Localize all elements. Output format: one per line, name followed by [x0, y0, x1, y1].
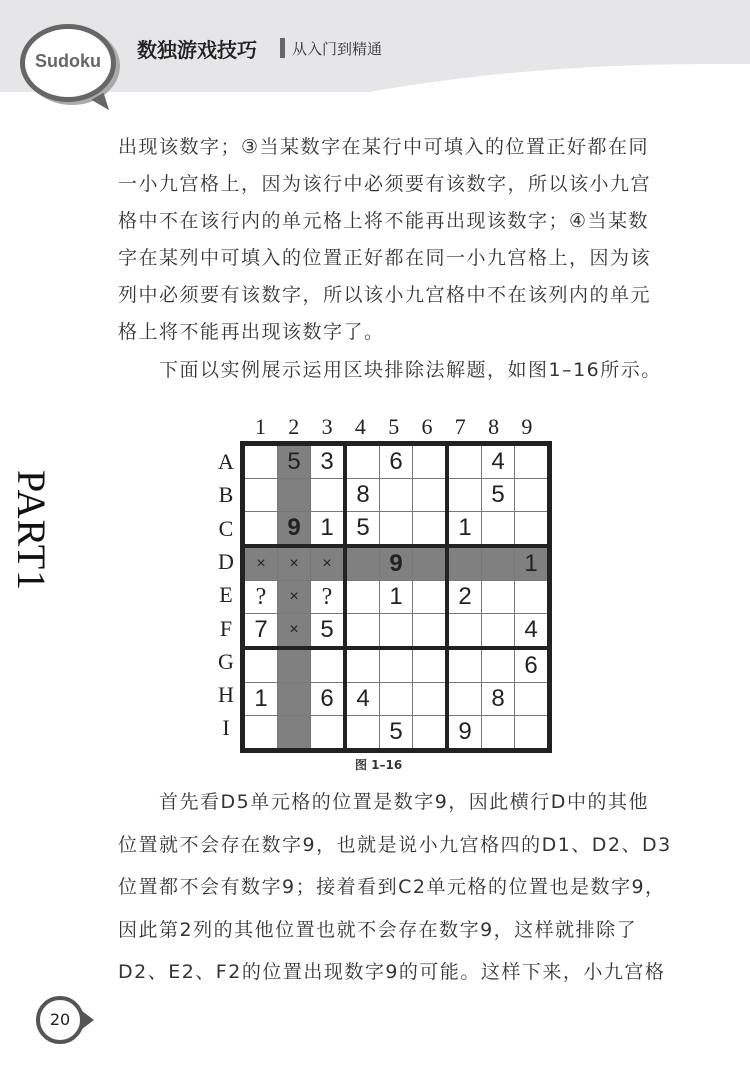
column-label: 9	[521, 414, 533, 439]
sudoku-cell	[515, 479, 550, 512]
column-label: 2	[288, 414, 300, 439]
figure-caption: 图 1–16	[355, 758, 403, 772]
column-label: 6	[421, 414, 433, 439]
text-line: 位置都不会有数字9；接着看到C2单元格的位置也是数字9，	[118, 876, 666, 898]
sudoku-cell	[447, 444, 482, 479]
sudoku-grid	[240, 441, 552, 753]
text-line: 首先看D5单元格的位置是数字9，因此横行D中的其他	[118, 791, 649, 813]
sudoku-cell	[413, 479, 448, 512]
sudoku-cell	[515, 512, 550, 547]
sudoku-cell	[482, 648, 515, 683]
paragraph-2: 下面以实例展示运用区块排除法解题，如图1–16所示。	[118, 359, 662, 381]
sudoku-cell	[380, 479, 413, 512]
text-line: 字在某列中可填入的位置正好都在同一小九宫格上，因为该	[118, 247, 652, 269]
sudoku-cell: 4	[345, 683, 380, 716]
sudoku-cell	[380, 614, 413, 649]
sudoku-cell: 5	[482, 479, 515, 512]
sudoku-cell	[447, 614, 482, 649]
sudoku-cell: 6	[380, 444, 413, 479]
sudoku-cell: 9	[447, 716, 482, 751]
sudoku-cell: ×	[278, 546, 311, 581]
sudoku-cell	[243, 444, 278, 479]
text-line: 格上将不能再出现该数字了。	[118, 321, 385, 343]
sudoku-cell	[243, 512, 278, 547]
sudoku-cell	[413, 683, 448, 716]
sudoku-cell	[278, 479, 311, 512]
sudoku-cell: 2	[447, 581, 482, 614]
sudoku-cell: 1	[447, 512, 482, 547]
sudoku-cell	[447, 648, 482, 683]
header-curve	[90, 64, 750, 264]
sudoku-cell: 4	[515, 614, 550, 649]
text-line: 一小九宫格上，因为该行中必须要有该数字，所以该小九宫	[118, 173, 652, 195]
book-title: 数独游戏技巧	[137, 38, 257, 62]
text-line: 列中必须要有该数字，所以该小九宫格中不在该列内的单元	[118, 284, 652, 306]
sudoku-cell: ?	[311, 581, 346, 614]
part-label: PART1	[9, 470, 54, 592]
sudoku-cell: 1	[243, 683, 278, 716]
sudoku-cell: ?	[243, 581, 278, 614]
sudoku-cell: 5	[380, 716, 413, 751]
sudoku-cell	[311, 716, 346, 751]
column-label: 8	[488, 414, 500, 439]
sudoku-cell	[515, 444, 550, 479]
sudoku-cell	[447, 546, 482, 581]
sudoku-cell	[482, 546, 515, 581]
sudoku-cell	[413, 648, 448, 683]
sudoku-cell	[447, 683, 482, 716]
sudoku-cell: ×	[278, 581, 311, 614]
sudoku-cell	[413, 444, 448, 479]
sudoku-cell	[243, 648, 278, 683]
sudoku-cell: 9	[380, 546, 413, 581]
sudoku-cell: 6	[515, 648, 550, 683]
sudoku-cell	[345, 716, 380, 751]
sudoku-cell	[380, 683, 413, 716]
sudoku-cell: ×	[243, 546, 278, 581]
sudoku-cell: 1	[311, 512, 346, 547]
sudoku-cell	[482, 716, 515, 751]
sudoku-cell	[447, 479, 482, 512]
sudoku-cell	[413, 614, 448, 649]
sudoku-cell	[278, 716, 311, 751]
sudoku-cell	[413, 716, 448, 751]
sudoku-cell	[515, 581, 550, 614]
sudoku-cell: 5	[345, 512, 380, 547]
text-line: 因此第2列的其他位置也就不会存在数字9，这样就排除了	[118, 918, 638, 941]
sudoku-cell	[413, 581, 448, 614]
sudoku-logo	[20, 24, 116, 102]
row-label: B	[218, 482, 234, 508]
sudoku-cell: ×	[278, 614, 311, 649]
sudoku-cell	[345, 614, 380, 649]
column-label: 4	[354, 414, 366, 439]
row-label: G	[218, 648, 234, 674]
sudoku-cell: 4	[482, 444, 515, 479]
sudoku-cell	[243, 479, 278, 512]
sudoku-cell: 6	[311, 683, 346, 716]
sudoku-cell: 8	[345, 479, 380, 512]
sudoku-cell	[345, 648, 380, 683]
column-label: 3	[321, 414, 333, 439]
sudoku-cell	[243, 716, 278, 751]
sudoku-cell	[380, 512, 413, 547]
row-label: D	[218, 548, 234, 574]
text-line: 出现该数字；③当某数字在某行中可填入的位置正好都在同	[118, 136, 650, 158]
sudoku-cell	[278, 648, 311, 683]
sudoku-cell: 5	[311, 614, 346, 649]
sudoku-cell	[345, 581, 380, 614]
column-label: 7	[454, 414, 466, 439]
row-label: H	[218, 682, 234, 708]
row-label: I	[222, 715, 230, 741]
row-label: A	[218, 449, 234, 474]
sudoku-cell: 1	[380, 581, 413, 614]
sudoku-cell: 8	[482, 683, 515, 716]
book-subtitle: 从入门到精通	[292, 40, 383, 58]
sudoku-cell	[515, 716, 550, 751]
sudoku-cell	[345, 444, 380, 479]
sudoku-cell: 7	[243, 614, 278, 649]
row-label: C	[218, 515, 234, 541]
text-line: 位置就不会存在数字9，也就是说小九宫格四的D1、D2、D3	[118, 833, 672, 856]
sudoku-cell: 3	[311, 444, 346, 479]
sudoku-cell	[311, 648, 346, 683]
sudoku-cell: 9	[278, 512, 311, 547]
sudoku-cell	[482, 581, 515, 614]
sudoku-cell	[413, 546, 448, 581]
logo-text: Sudoku	[35, 51, 101, 71]
sudoku-cell	[311, 479, 346, 512]
sudoku-cell	[278, 683, 311, 716]
sudoku-cell: 1	[515, 546, 550, 581]
column-label: 5	[388, 414, 400, 439]
sudoku-cell: ×	[311, 546, 346, 581]
sudoku-cell: 5	[278, 444, 311, 479]
text-line: 格中不在该行内的单元格上将不能再出现该数字；④当某数	[118, 210, 650, 232]
sudoku-cell	[380, 648, 413, 683]
title-separator	[280, 38, 285, 58]
sudoku-cell	[482, 614, 515, 649]
page-number: 20	[36, 996, 84, 1044]
sudoku-cell	[515, 683, 550, 716]
row-label: F	[219, 615, 233, 641]
column-label: 1	[255, 414, 266, 439]
sudoku-cell	[482, 512, 515, 547]
sudoku-cell	[413, 512, 448, 547]
text-line: D2、E2、F2的位置出现数字9的可能。这样下来，小九宫格	[118, 961, 666, 983]
row-label: E	[219, 582, 233, 608]
sudoku-cell	[345, 546, 380, 581]
